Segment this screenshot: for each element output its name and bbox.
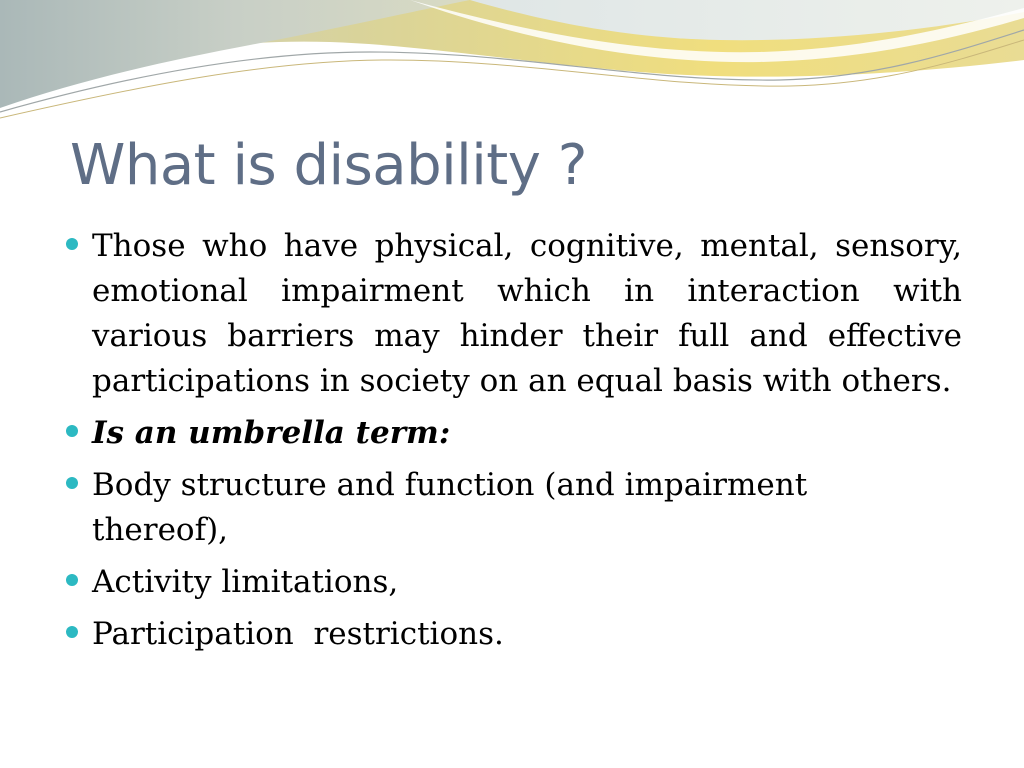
bullet-icon bbox=[66, 425, 78, 437]
bullet-item-participation-restrictions bbox=[66, 612, 962, 657]
slide-title: What is disability ? bbox=[70, 133, 587, 198]
bullet-text: Those who have physical, cognitive, mental, sensory, emotional impairment which in interaction with various barriers may hinder their full and effective participations in society on an equal basis with others. bbox=[92, 228, 962, 399]
bullet-icon bbox=[66, 238, 78, 250]
bullet-list bbox=[66, 224, 962, 664]
bullet-item-body-structure bbox=[66, 463, 962, 553]
bullet-text: Activity limitations, bbox=[92, 564, 399, 600]
bullet-text: Is an umbrella term: bbox=[92, 415, 451, 451]
bullet-icon bbox=[66, 477, 78, 489]
bullet-text: Participation restrictions. bbox=[92, 616, 504, 652]
decorative-wave-banner bbox=[0, 0, 1024, 130]
bullet-item-definition bbox=[66, 224, 962, 404]
bullet-text: Body structure and function (and impairment thereof), bbox=[92, 467, 808, 548]
bullet-icon bbox=[66, 626, 78, 638]
bullet-item-activity-limitations bbox=[66, 560, 962, 605]
bullet-icon bbox=[66, 574, 78, 586]
bullet-item-umbrella-term bbox=[66, 411, 962, 456]
